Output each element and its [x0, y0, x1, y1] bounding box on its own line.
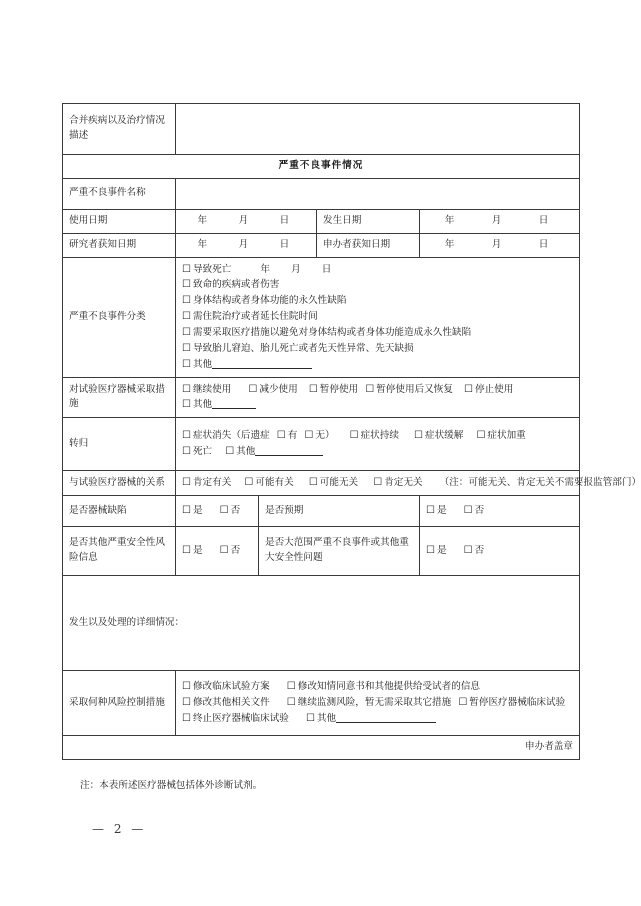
checkbox-icon[interactable]: ☐ — [426, 545, 435, 557]
occurrence-date-field[interactable] — [420, 209, 580, 233]
widespread-yes: 是 — [436, 545, 447, 557]
device-measure-0: 继续使用 — [192, 383, 232, 395]
investigator-known-day: 日 — [279, 238, 290, 250]
device-measure-3: 暂停使用后又恢复 — [376, 383, 453, 395]
risk-control-3: 继续监测风险，暂无需采取其它措施 — [297, 697, 452, 709]
table-row-device-measures — [63, 377, 580, 418]
checkbox-icon[interactable]: ☐ — [225, 446, 235, 458]
other-safety-no: 否 — [230, 545, 241, 557]
checkbox-icon[interactable]: ☐ — [464, 383, 473, 395]
occurrence-date-label: 发生日期 — [317, 209, 420, 233]
table-row-outcome — [63, 418, 580, 471]
device-measure-other: 其他 — [192, 399, 213, 411]
table-row-known-date — [63, 233, 580, 257]
investigator-known-year: 年 — [197, 238, 208, 250]
checkbox-icon[interactable]: ☐ — [349, 430, 359, 442]
table-row-seal — [63, 736, 580, 760]
table-row-relationship — [63, 471, 580, 496]
device-measure-4: 停止使用 — [474, 383, 514, 395]
checkbox-icon[interactable]: ☐ — [276, 430, 286, 442]
relationship-label: 与试验医疗器械的关系 — [63, 471, 176, 496]
sponsor-seal-cell[interactable] — [63, 736, 580, 760]
outcome-sequela-no: 无 — [315, 430, 325, 442]
defect-yes: 是 — [192, 505, 203, 517]
risk-control-label: 采取何种风险控制措施 — [63, 671, 176, 736]
relationship-option-0: 肯定有关 — [192, 477, 232, 489]
relationship-note: （注：可能无关、肯定无关不需要报监管部门） — [439, 477, 641, 489]
device-measures-line-2 — [182, 397, 573, 413]
outcome-label: 转归 — [63, 418, 176, 471]
investigator-known-month: 月 — [238, 238, 249, 250]
classification-options — [176, 257, 580, 377]
outcome-line-2 — [182, 444, 573, 460]
checkbox-icon[interactable]: ☐ — [248, 383, 258, 395]
other-safety-yes: 是 — [192, 545, 203, 557]
event-name-value[interactable] — [176, 178, 580, 209]
checkbox-icon[interactable]: ☐ — [373, 477, 383, 489]
outcome-other: 其他 — [236, 446, 256, 458]
risk-control-line-1 — [182, 679, 573, 695]
death-date-day: 日 — [321, 263, 332, 275]
device-measures-label: 对试验医疗器械采取措施 — [63, 377, 176, 418]
comorbidity-value[interactable] — [176, 104, 580, 155]
use-date-label: 使用日期 — [63, 209, 176, 233]
checkbox-icon[interactable]: ☐ — [182, 681, 191, 693]
checkbox-icon[interactable]: ☐ — [458, 697, 468, 709]
checkbox-icon[interactable]: ☐ — [463, 505, 473, 517]
use-date-year: 年 — [197, 214, 208, 226]
outcome-line-1 — [182, 428, 573, 444]
classification-option-label-5: 导致胎儿窘迫、胎儿死亡或者先天性异常、先天缺损 — [192, 342, 414, 354]
checkbox-icon[interactable]: ☐ — [414, 430, 423, 442]
defect-options — [176, 496, 259, 527]
investigator-known-date-label: 研究者获知日期 — [63, 233, 176, 257]
checkbox-icon[interactable]: ☐ — [308, 383, 318, 395]
sponsor-known-date-field[interactable] — [420, 233, 580, 257]
checkbox-icon[interactable]: ☐ — [182, 327, 191, 339]
occurrence-date-year: 年 — [444, 214, 455, 226]
checkbox-icon[interactable]: ☐ — [182, 697, 191, 709]
event-name-label: 严重不良事件名称 — [63, 178, 176, 209]
classification-option-label-1: 致命的疾病或者伤害 — [192, 279, 280, 291]
device-measure-1: 减少使用 — [259, 383, 298, 395]
classification-option-label-2: 身体结构或者身体功能的永久性缺陷 — [192, 295, 347, 307]
table-row-comorbidity — [63, 104, 580, 155]
widespread-no: 否 — [474, 545, 485, 557]
sponsor-known-year: 年 — [444, 238, 455, 250]
relationship-options — [176, 471, 641, 496]
checkbox-icon[interactable]: ☐ — [286, 681, 296, 693]
device-measure-2: 暂停使用 — [319, 383, 359, 395]
classification-option-3[interactable] — [182, 309, 573, 325]
classification-option-1[interactable] — [182, 277, 573, 293]
expected-options — [420, 496, 580, 527]
classification-other-input[interactable] — [212, 368, 312, 369]
relationship-option-3: 肯定无关 — [384, 477, 423, 489]
classification-label: 严重不良事件分类 — [63, 257, 176, 377]
use-date-month: 月 — [238, 214, 249, 226]
checkbox-icon[interactable]: ☐ — [182, 342, 191, 354]
checkbox-icon[interactable]: ☐ — [182, 446, 191, 458]
sponsor-known-day: 日 — [538, 238, 549, 250]
risk-control-line-2 — [182, 695, 573, 711]
checkbox-icon[interactable]: ☐ — [219, 505, 229, 517]
checkbox-icon[interactable]: ☐ — [286, 697, 296, 709]
device-measures-line-1 — [182, 382, 573, 398]
outcome-options — [176, 418, 580, 471]
device-measure-other-input[interactable] — [212, 408, 256, 409]
checkbox-icon[interactable]: ☐ — [182, 399, 191, 411]
risk-control-0: 修改临床试验方案 — [192, 681, 270, 693]
classification-option-label-0: 导致死亡 — [192, 263, 232, 275]
widespread-event-label: 是否大范围严重不良事件或其他重大安全性问题 — [259, 527, 420, 576]
sponsor-seal-label: 申办者盖章 — [525, 741, 573, 753]
classification-option-4[interactable] — [182, 325, 573, 341]
risk-control-other: 其他 — [316, 713, 337, 725]
use-date-field[interactable] — [176, 209, 317, 233]
investigator-known-date-field[interactable] — [176, 233, 317, 257]
checkbox-icon[interactable]: ☐ — [182, 505, 191, 517]
risk-control-other-input[interactable] — [336, 722, 436, 723]
outcome-sequela-yes: 有 — [287, 430, 298, 442]
table-row-detail — [63, 576, 580, 671]
checkbox-icon[interactable]: ☐ — [182, 358, 191, 370]
checkbox-icon[interactable]: ☐ — [426, 505, 435, 517]
classification-option-other[interactable] — [182, 357, 573, 373]
risk-control-2: 修改其他相关文件 — [192, 697, 270, 709]
death-date-month: 月 — [291, 263, 301, 275]
outcome-other-input[interactable] — [255, 455, 323, 456]
checkbox-icon[interactable]: ☐ — [365, 383, 375, 395]
sponsor-known-date-label: 申办者获知日期 — [317, 233, 420, 257]
expected-label: 是否预期 — [259, 496, 420, 527]
use-date-day: 日 — [279, 214, 290, 226]
table-row-section-title — [63, 155, 580, 179]
detail-cell[interactable] — [63, 576, 580, 671]
checkbox-icon[interactable]: ☐ — [463, 545, 473, 557]
occurrence-date-month: 月 — [491, 214, 502, 226]
outcome-symptom-worse: 症状加重 — [487, 430, 526, 442]
relationship-line — [182, 475, 641, 491]
outcome-symptom-resolved: 症状消失（后遗症 — [192, 430, 270, 442]
checkbox-icon[interactable]: ☐ — [476, 430, 486, 442]
relationship-option-1: 可能有关 — [255, 477, 294, 489]
table-row-risk-control — [63, 671, 580, 736]
defect-label: 是否器械缺陷 — [63, 496, 176, 527]
checkbox-icon[interactable]: ☐ — [182, 383, 191, 395]
risk-control-line-3 — [182, 711, 573, 727]
table-row-classification — [63, 257, 580, 377]
table-row-use-date — [63, 209, 580, 233]
risk-control-1: 修改知情同意书和其他提供给受试者的信息 — [297, 681, 481, 693]
checkbox-icon[interactable]: ☐ — [182, 545, 191, 557]
checkbox-icon[interactable]: ☐ — [182, 311, 191, 323]
defect-no: 否 — [230, 505, 241, 517]
checkbox-icon[interactable]: ☐ — [182, 430, 191, 442]
outcome-death: 死亡 — [192, 446, 213, 458]
occurrence-date-day: 日 — [538, 214, 549, 226]
detail-label: 发生以及处理的详细情况： — [69, 616, 185, 628]
expected-no: 否 — [474, 505, 485, 517]
checkbox-icon[interactable]: ☐ — [182, 713, 191, 725]
checkbox-icon[interactable]: ☐ — [308, 477, 318, 489]
other-safety-options — [176, 527, 259, 576]
outcome-paren-close: ） — [324, 430, 335, 442]
page-number: — 2 — — [92, 822, 147, 836]
serious-adverse-event-form — [62, 103, 641, 760]
outcome-symptom-persist: 症状持续 — [360, 430, 399, 442]
classification-option-death[interactable] — [182, 262, 573, 278]
checkbox-icon[interactable]: ☐ — [305, 713, 315, 725]
table-row-other-safety — [63, 527, 580, 576]
checkbox-icon[interactable]: ☐ — [182, 295, 191, 307]
widespread-event-options — [420, 527, 580, 576]
checkbox-icon[interactable]: ☐ — [182, 263, 191, 275]
expected-yes: 是 — [436, 505, 447, 517]
table-row-event-name — [63, 178, 580, 209]
section-title: 严重不良事件情况 — [63, 155, 580, 179]
sponsor-known-month: 月 — [491, 238, 502, 250]
checkbox-icon[interactable]: ☐ — [182, 279, 191, 291]
classification-option-label-4: 需要采取医疗措施以避免对身体结构或者身体功能造成永久性缺陷 — [192, 327, 472, 339]
checkbox-icon[interactable]: ☐ — [304, 430, 314, 442]
device-measures-options — [176, 377, 580, 418]
classification-option-2[interactable] — [182, 293, 573, 309]
risk-control-5: 终止医疗器械临床试验 — [192, 713, 289, 725]
footnote: 注：本表所述医疗器械包括体外诊断试剂。 — [80, 780, 263, 791]
comorbidity-label: 合并疾病以及治疗情况描述 — [63, 104, 176, 155]
death-date-year: 年 — [260, 263, 270, 275]
risk-control-4: 暂停医疗器械临床试验 — [469, 697, 566, 709]
classification-option-5[interactable] — [182, 341, 573, 357]
relationship-option-2: 可能无关 — [319, 477, 359, 489]
checkbox-icon[interactable]: ☐ — [244, 477, 254, 489]
outcome-symptom-relieved: 症状缓解 — [425, 430, 464, 442]
checkbox-icon[interactable]: ☐ — [182, 477, 191, 489]
checkbox-icon[interactable]: ☐ — [219, 545, 229, 557]
classification-option-label-3: 需住院治疗或者延长住院时间 — [192, 311, 318, 323]
table-row-defect — [63, 496, 580, 527]
risk-control-options — [176, 671, 580, 736]
other-safety-label: 是否其他严重安全性风险信息 — [63, 527, 176, 576]
classification-option-label-6: 其他 — [192, 358, 213, 370]
